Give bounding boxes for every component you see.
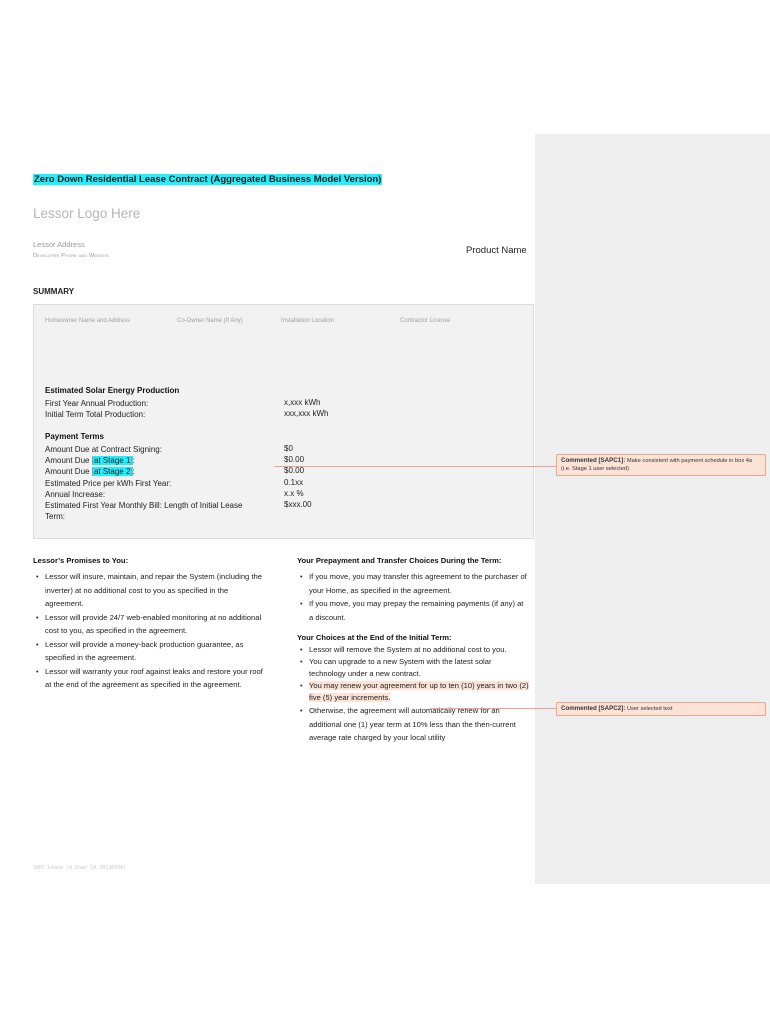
lessor-logo-placeholder: Lessor Logo Here <box>33 206 141 221</box>
prepayment-heading: Your Prepayment and Transfer Choices During the Term: <box>297 556 502 565</box>
list-item: • Lessor will warranty your roof against leaks and restore your roof at the end of the agreement as specified in the agreement. <box>33 665 263 692</box>
signing-amount-value: $0 <box>284 444 293 453</box>
comment-margin-pane <box>535 134 770 884</box>
monthly-bill-label-line2: Term: <box>45 512 65 521</box>
stage1-text: at Stage 1 <box>93 456 131 465</box>
installation-location-field[interactable]: Installation Location <box>281 318 335 324</box>
list-item: • If you move, you may prepay the remaining payments (if any) at a discount. <box>297 597 529 624</box>
stage1-amount-value: $0.00 <box>284 455 305 464</box>
monthly-bill-label <box>45 500 242 522</box>
payment-terms-heading: Payment Terms <box>45 432 104 441</box>
stage2-prefix: Amount Due <box>45 467 92 476</box>
contractor-license-field[interactable]: Contractor License <box>400 318 451 324</box>
comment-connector-2 <box>430 708 556 709</box>
comment-text: Make consistent with payment schedule in box 4a (i.e. Stage 1 user selected) <box>561 458 753 472</box>
stage2-amount-label: Amount Due [at Stage 2]: <box>45 467 135 476</box>
stage1-amount-label: Amount Due [at Stage 1]: <box>45 456 135 465</box>
list-item: • Lessor will provide a money-back production guarantee, as specified in the agreement. <box>33 638 263 665</box>
list-item: • Otherwise, the agreement will automatically renew for an additional one (1) year term at 10% less than the then-current average rate charged by your local utility <box>297 704 529 745</box>
production-heading: Estimated Solar Energy Production <box>45 386 180 395</box>
comment-text: User selected text <box>626 706 673 712</box>
annual-increase-value: x.x % <box>284 489 304 498</box>
comment-connector-1 <box>274 466 556 467</box>
stage1-highlight[interactable]: [at Stage 1] <box>91 456 133 465</box>
stage2-highlight[interactable]: [at Stage 2] <box>91 467 133 476</box>
signing-amount-label: Amount Due at Contract Signing: <box>45 445 162 454</box>
comment-bubble-1[interactable] <box>556 454 766 476</box>
first-year-production-label: First Year Annual Production: <box>45 399 149 408</box>
footer-code: SAPC Lease (0 Down CA 20130306) <box>33 865 127 871</box>
list-item: • You can upgrade to a new System with the latest solar technology under a new contract. <box>297 656 529 680</box>
list-item: • Lessor will insure, maintain, and repair the System (including the inverter) at no additional cost to you as specified in the agreement. <box>33 570 263 611</box>
initial-term-production-value: xxx,xxx kWh <box>284 409 329 418</box>
prepayment-list <box>297 570 529 624</box>
developer-contact: Developer Phone and Website <box>33 253 110 259</box>
price-per-kwh-label: Estimated Price per kWh First Year: <box>45 479 172 488</box>
end-of-term-list <box>297 644 529 745</box>
summary-heading: SUMMARY <box>33 287 75 296</box>
comment-author: Commented [SAPC2]: <box>561 705 626 712</box>
product-name: Product Name <box>466 245 527 256</box>
co-owner-field[interactable]: Co-Owner Name (If Any) <box>177 318 243 324</box>
document-title: Zero Down Residential Lease Contract (Aggregated Business Model Version) <box>34 174 382 185</box>
end-of-term-heading: Your Choices at the End of the Initial Term: <box>297 633 452 642</box>
stage1-prefix: Amount Due <box>45 456 92 465</box>
list-item: • Lessor will remove the System at no additional cost to you. <box>297 644 529 656</box>
monthly-bill-label-line1: Estimated First Year Monthly Bill: Length of Initial Lease <box>45 501 243 510</box>
list-item: • Lessor will provide 24/7 web-enabled monitoring at no additional cost to you, as specified in the agreement. <box>33 611 263 638</box>
initial-term-production-label: Initial Term Total Production: <box>45 410 146 419</box>
lessor-promises-heading: Lessor’s Promises to You: <box>33 556 129 565</box>
stage2-amount-value: $0.00 <box>284 466 305 475</box>
stage2-text: at Stage 2 <box>93 467 131 476</box>
comment-bubble-2[interactable] <box>556 702 766 716</box>
renewal-highlight: You may renew your agreement for up to ten (10) years in two (2) five (5) year increments. <box>309 681 529 702</box>
comment-author: Commented [SAPC1]: <box>561 457 626 464</box>
first-year-production-value: x,xxx kWh <box>284 398 321 407</box>
monthly-bill-value: $xxx.00 <box>284 500 312 509</box>
annual-increase-label: Annual Increase: <box>45 490 106 499</box>
homeowner-field[interactable]: Homeowner Name and Address <box>45 318 131 324</box>
list-item: • If you move, you may transfer this agreement to the purchaser of your Home, as specified in the agreement. <box>297 570 529 597</box>
list-item[interactable] <box>297 680 529 704</box>
lessor-promises-list <box>33 570 263 692</box>
lessor-address: Lessor Address <box>33 240 85 249</box>
price-per-kwh-value: 0.1xx <box>284 478 304 487</box>
